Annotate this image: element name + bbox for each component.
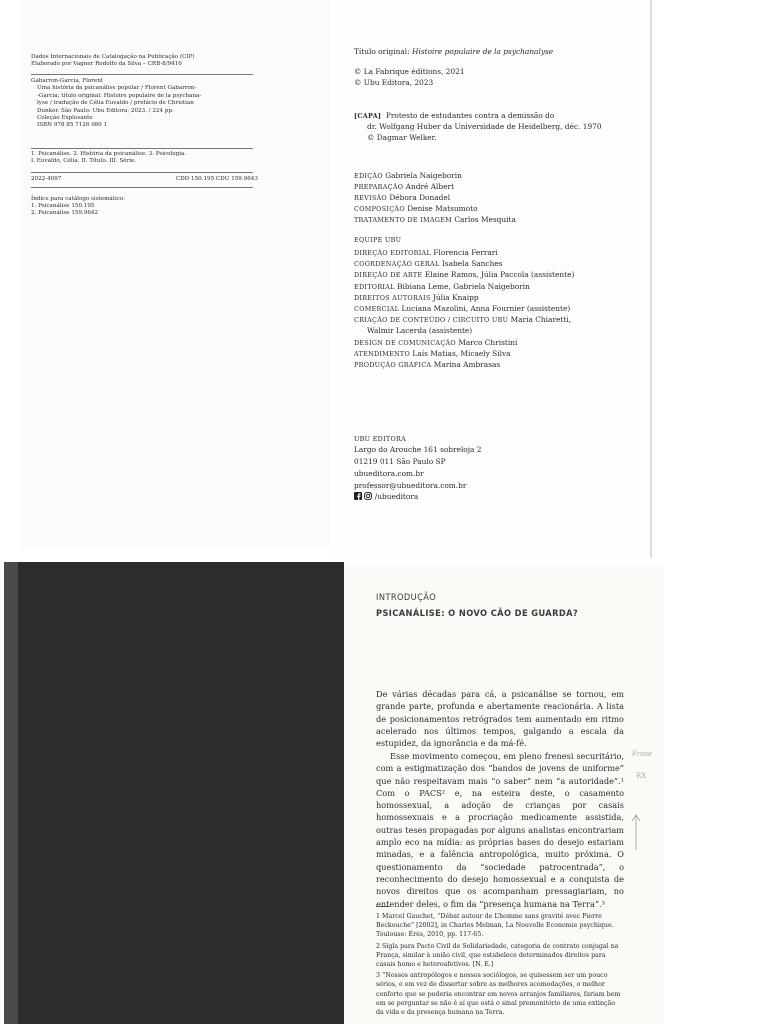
- divider: [31, 187, 253, 188]
- credit-role: EDIÇÃO: [354, 172, 383, 180]
- credit-name: Elaine Ramos, Júlia Paccola (assistente): [424, 270, 575, 280]
- catalog-entry-line: Gabarron-Garcia, Florent: [31, 78, 104, 84]
- credit-name: Júlia Knaipp: [432, 292, 479, 302]
- credit-row: [354, 304, 570, 315]
- catalog-entry-line: -Garcia; título original: Histoire populaire de la psychana-: [37, 92, 202, 99]
- credit-row: [354, 282, 530, 293]
- capa-credit-2: dr. Wolfgang Huber da Universidade de Heidelberg, déc. 1970: [367, 122, 602, 131]
- credit-role: PREPARAÇÃO: [354, 183, 404, 191]
- catalog-subject-line: 1. Psicanálise. 2. História da psicanálise. 3. Psicologia.: [31, 151, 187, 157]
- pencil-arrow-mark: [628, 812, 644, 852]
- original-title: Título original: Histoire populaire de la psychanalyse: [354, 47, 554, 56]
- margin-note: Frase: [632, 750, 653, 758]
- credit-role: TRATAMENTO DE IMAGEM: [354, 216, 453, 224]
- credit-name: Walmir Lacerda (assistente): [367, 326, 473, 336]
- credit-name: Maria Chiaretti,: [510, 315, 572, 325]
- catalog-entry: [31, 78, 201, 130]
- credit-row: [354, 215, 516, 226]
- catalog-entry-line: lyse / tradução de Célia Euvaldo / prefácio de Christian: [37, 100, 194, 107]
- credit-role: EDITORIAL: [354, 282, 395, 291]
- credit-name: Isabela Sanches: [441, 259, 503, 269]
- credit-row: [354, 193, 450, 204]
- publisher-title: UBU EDITORA: [354, 435, 407, 443]
- page-edge: [4, 562, 18, 1024]
- credit-role: DIREITOS AUTORAIS: [354, 293, 431, 302]
- footnote: 2 Sigla para Pacto Civil de Solidariedade, categoria de contrato conjugal na França, similar à união civil, que estabelece determinados direitos para casais homo e heteroafetivos. [N. E.]: [376, 942, 619, 969]
- credit-role: CRIAÇÃO DE CONTEÚDO / CIRCUITO UBU: [354, 316, 509, 325]
- catalog-subject-line: I. Euvaldo, Célia. II. Título. III. Série.: [31, 158, 137, 165]
- instagram-icon: [364, 492, 372, 500]
- credit-name: Florencia Ferrari: [433, 248, 498, 257]
- credit-row: [354, 315, 571, 326]
- credit-role: PRODUÇÃO GRÁFICA: [354, 361, 432, 369]
- facebook-icon: [354, 492, 362, 500]
- credit-row: [354, 349, 511, 360]
- paragraph-1: De várias décadas para cá, a psicanálise se tornou, em grande parte, profunda e abertamente reacionária. A lista de posicionamentos retrógrados tem aumentado em ritmo acelerado nos últimos tempos, galgando a escala da estupidez, da ignorância e da má-fé.: [376, 689, 624, 749]
- address-2: 01219 011 São Paulo SP: [354, 457, 446, 466]
- footnote: 3 “Nossos antropólogos e nossos sociólogos, se quisessem ser um pouco sérios, e em vez de dissertar sobre as melhores acomodações, o melhor conforto que se poderia encontrar em novos arranjos familiares, fariam bem em se perguntar se não é aí que está o sinal premonitório de uma extinção da vida e da presença humana na Terra.: [376, 972, 621, 1017]
- credit-row: [354, 270, 574, 281]
- paragraph-2: Esse movimento começou, em pleno frenesi securitário, com a estigmatização dos “bandos de jovens de uniforme” que não respeitavam mais “o saber” nem “a autoridade”.¹ Com o PACS² e, na esteira deste, o casamento homossexual, a adoção de crianças por casais homossexuais e a procriação medicamente assistida, outras teses propagadas por alguns analistas encontrariam amplo eco na mídia: as próprias bases do desejo estariam minadas, e a falência antropológica, muito próxima. O questionamento da “sociedade patrocentrada”, o reconhecimento do desejo homossexual e a conquista de novos direitos que os acompanham pressagiariam, no entender deles, o fim da “presença humana na Terra”.³: [376, 751, 624, 909]
- index-line: 2. Psicanálise 159.9642: [31, 210, 99, 217]
- catalog-entry-line: Coleção Explosante: [37, 115, 93, 122]
- credit-name: Luciana Mazolini, Anna Fournier (assistente): [401, 304, 571, 313]
- section-label: INTRODUÇÃO: [376, 592, 437, 603]
- cip-title: Dados Internacionais de Catalogação na Publicação (CIP): [31, 54, 195, 60]
- credit-role: COMERCIAL: [354, 305, 400, 313]
- catalog-entry-line: ISBN 978 85 7126 080 1: [37, 122, 108, 129]
- credit-row: [354, 182, 454, 193]
- credit-row: [354, 338, 517, 349]
- credit-row: [354, 259, 503, 270]
- divider: [31, 74, 253, 75]
- credit-role: DIREÇÃO EDITORIAL: [354, 249, 432, 257]
- footnotes: [376, 912, 624, 1019]
- index-title: Índice para catálogo sistemático:: [31, 196, 126, 202]
- credit-name: André Albert: [405, 182, 455, 191]
- footnote-rule: [376, 906, 390, 907]
- chapter-title: PSICANÁLISE: O NOVO CÃO DE GUARDA?: [376, 608, 579, 619]
- divider: [31, 148, 253, 149]
- credit-row: [354, 360, 500, 371]
- capa-credit: [CAPA] Protesto de estudantes contra a demissão do: [354, 111, 555, 120]
- copyright-2: © Ubu Editora, 2023: [354, 78, 434, 87]
- credit-row: [354, 171, 462, 182]
- credit-role: REVISÃO: [354, 194, 387, 202]
- credit-name: Laís Matias, Micaely Silva: [412, 348, 511, 358]
- cip-by: Elaborado por Vagner Rodolfo da Silva – CRB-8/9410: [31, 61, 182, 67]
- site-link[interactable]: ubueditora.com.br: [354, 469, 424, 478]
- credit-role: DESIGN DE COMUNICAÇÃO: [354, 338, 456, 347]
- classification: CDD 150.195 CDU 159.9643: [176, 176, 258, 182]
- index-line: 1. Psicanálise 150.195: [31, 203, 95, 209]
- catalog-entry-line: Dunker. São Paulo: Ubu Editora, 2023. / 224 pp.: [37, 107, 174, 114]
- record-number: 2022-4097: [31, 176, 62, 182]
- index-list: [31, 203, 98, 218]
- footnote: 1 Marcel Gauchet, “Débat autour de L’homme sans gravité avec Pierre Beckouche” [2002], in Charles Melman, La Nouvelle Economie psychique. Toulouse: Érès, 2010, pp. 117-65.: [376, 913, 614, 939]
- credit-row: [367, 326, 472, 337]
- credit-row: [354, 293, 479, 304]
- credit-name: Denise Matsumoto: [407, 204, 478, 213]
- credit-role: ATENDIMENTO: [354, 349, 411, 358]
- capa-credit-3: © Dagmar Welker.: [367, 133, 437, 142]
- credit-name: Marco Christini: [458, 337, 518, 347]
- credit-role: DIREÇÃO DE ARTE: [354, 271, 423, 280]
- credit-name: Débora Donadel: [389, 193, 451, 202]
- email-link[interactable]: professor@ubueditora.com.br: [354, 481, 467, 490]
- margin-note: RX: [636, 772, 647, 780]
- team-title: EQUIPE UBU: [354, 236, 402, 244]
- catalog-subjects: [31, 151, 186, 166]
- credit-row: [354, 248, 498, 259]
- credit-role: COMPOSIÇÃO: [354, 205, 405, 213]
- address-1: Largo do Arouche 161 sobreloja 2: [354, 445, 482, 454]
- credit-role: COORDENAÇÃO GERAL: [354, 260, 440, 269]
- credit-row: [354, 204, 478, 215]
- copyright-1: © La Fabrique éditions, 2021: [354, 67, 465, 76]
- catalog-entry-line: Uma história da psicanálise popular / Florent Gabarron-: [37, 85, 197, 92]
- credit-name: Carlos Mesquita: [454, 215, 516, 224]
- social-row[interactable]: /ubueditora: [354, 492, 418, 503]
- divider: [31, 172, 253, 173]
- dark-facing-page: [4, 562, 344, 1024]
- credit-name: Marina Ambrasas: [433, 360, 501, 369]
- credit-name: Gabriela Naigeborin: [385, 171, 462, 180]
- credit-name: Bibiana Leme, Gabriela Naigeborin: [397, 281, 530, 291]
